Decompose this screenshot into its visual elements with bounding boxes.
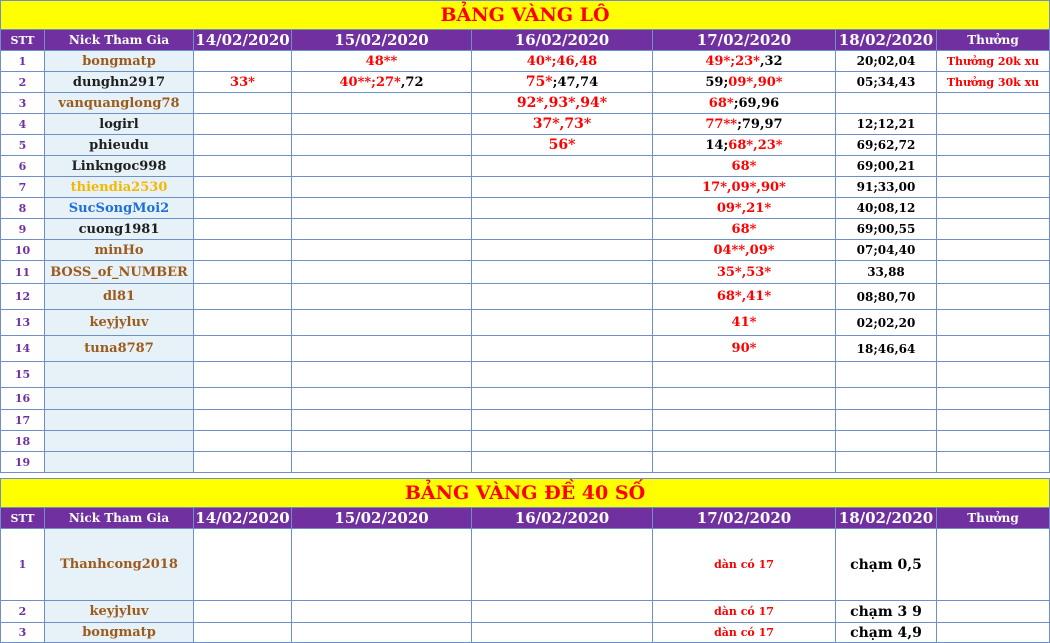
nick-cell: bongmatp [45, 623, 194, 643]
nick-cell: bongmatp [45, 51, 194, 72]
reward-cell [937, 431, 1050, 452]
lo-row [1, 51, 1050, 72]
cell-17 [653, 261, 836, 284]
value-text: 68*,23* [728, 137, 783, 153]
cell-14 [194, 310, 292, 336]
value-text: 68* [731, 158, 757, 174]
header-stt: STT [1, 508, 45, 529]
cell-15 [292, 261, 472, 284]
nick-cell [45, 410, 194, 431]
cell-16 [472, 452, 653, 473]
cell-16 [472, 156, 653, 177]
cell-14 [194, 410, 292, 431]
lo-header-row [1, 30, 1050, 51]
cell-16 [472, 177, 653, 198]
nick-cell: thiendia2530 [45, 177, 194, 198]
cell-18: 69;00,55 [836, 219, 937, 240]
cell-14 [194, 114, 292, 135]
nick-cell: keyjyluv [45, 601, 194, 623]
cell-16 [472, 219, 653, 240]
cell-16 [472, 310, 653, 336]
header-date: 16/02/2020 [472, 30, 653, 51]
cell-17 [653, 362, 836, 388]
cell-15 [292, 72, 472, 93]
cell-17 [653, 431, 836, 452]
cell-17 [653, 72, 836, 93]
value-text: 68*,41* [716, 289, 772, 304]
nick-cell [45, 362, 194, 388]
nick-cell: dl81 [45, 284, 194, 310]
nick-cell [45, 452, 194, 473]
cell-16 [472, 336, 653, 362]
value-text: ;79,97 [737, 116, 783, 132]
cell-15 [292, 114, 472, 135]
cell-14 [194, 156, 292, 177]
row-number: 4 [1, 114, 45, 135]
reward-cell [937, 240, 1050, 261]
value-text: 40**;27* [339, 74, 401, 90]
cell-18: 12;12,21 [836, 114, 937, 135]
header-date: 18/02/2020 [836, 508, 937, 529]
cell-15 [292, 336, 472, 362]
value-text: 68* [731, 221, 757, 237]
cell-14 [194, 198, 292, 219]
lo-row [1, 93, 1050, 114]
cell-16 [472, 362, 653, 388]
cell-17: dàn có 17 [653, 601, 836, 623]
row-number: 2 [1, 72, 45, 93]
cell-14: 33* [194, 72, 292, 93]
value-text: 48** [365, 53, 398, 69]
nick-cell [45, 431, 194, 452]
de-row [1, 529, 1050, 601]
header-date: 15/02/2020 [292, 508, 472, 529]
reward-cell [937, 336, 1050, 362]
row-number: 9 [1, 219, 45, 240]
row-number: 11 [1, 261, 45, 284]
cell-15 [292, 623, 472, 643]
value-text: 92*,93*,94* [516, 95, 608, 111]
header-date: 14/02/2020 [195, 509, 290, 527]
cell-18: 69;00,21 [836, 156, 937, 177]
cell-17 [653, 198, 836, 219]
cell-15 [292, 529, 472, 601]
cell-15 [292, 177, 472, 198]
nick-cell: SucSongMoi2 [45, 198, 194, 219]
cell-15 [292, 219, 472, 240]
de-row [1, 601, 1050, 623]
cell-17 [653, 388, 836, 410]
reward-cell [937, 362, 1050, 388]
cell-17 [653, 410, 836, 431]
cell-14 [194, 362, 292, 388]
row-number: 1 [1, 51, 45, 72]
value-text: 75* [525, 74, 553, 90]
de-title: BẢNG VÀNG ĐỀ 40 SỐ [1, 479, 1050, 508]
lo-title: BẢNG VÀNG LÔ [1, 1, 1050, 30]
cell-15 [292, 135, 472, 156]
row-number: 17 [1, 410, 45, 431]
nick-cell: dunghn2917 [45, 72, 194, 93]
cell-15 [292, 51, 472, 72]
header-date: 18/02/2020 [836, 30, 937, 51]
cell-18: 69;62,72 [836, 135, 937, 156]
nick-cell: cuong1981 [45, 219, 194, 240]
cell-18: chạm 4,9 [836, 623, 937, 643]
cell-18: 91;33,00 [836, 177, 937, 198]
nick-cell: vanquanglong78 [45, 93, 194, 114]
cell-14 [194, 51, 292, 72]
cell-18 [836, 410, 937, 431]
cell-14 [194, 452, 292, 473]
cell-18: 08;80,70 [836, 284, 937, 310]
reward-cell [937, 114, 1050, 135]
cell-18: chạm 3 9 [836, 601, 937, 623]
value-text: ;69,96 [733, 95, 780, 111]
row-number: 3 [1, 623, 45, 643]
cell-15 [292, 156, 472, 177]
cell-18: 33,88 [836, 261, 937, 284]
lo-row [1, 156, 1050, 177]
nick-cell: BOSS_of_NUMBER [45, 261, 194, 284]
cell-17: dàn có 17 [653, 623, 836, 643]
cell-16 [472, 284, 653, 310]
lo-row [1, 336, 1050, 362]
nick-cell: logirl [45, 114, 194, 135]
value-text: ,32 [759, 53, 783, 69]
value-text: 77** [705, 116, 738, 132]
value-text: 04**,09* [713, 242, 775, 258]
cell-18: 07;04,40 [836, 240, 937, 261]
cell-17 [653, 284, 836, 310]
cell-16 [472, 410, 653, 431]
reward-cell [937, 388, 1050, 410]
cell-16 [472, 388, 653, 410]
value-text: 49*;23* [705, 53, 760, 69]
row-number: 13 [1, 310, 45, 336]
cell-14 [194, 219, 292, 240]
lo-row [1, 261, 1050, 284]
cell-14 [194, 93, 292, 114]
value-text: 68* [708, 95, 734, 111]
lo-row [1, 410, 1050, 431]
header-date: 17/02/2020 [653, 30, 836, 51]
header-date: 16/02/2020 [472, 508, 653, 529]
cell-17 [653, 156, 836, 177]
cell-17 [653, 93, 836, 114]
cell-16 [472, 72, 653, 93]
reward-cell: Thưởng 30k xu [937, 72, 1050, 93]
cell-18: 40;08,12 [836, 198, 937, 219]
cell-16 [472, 601, 653, 623]
lo-row [1, 240, 1050, 261]
row-number: 18 [1, 431, 45, 452]
lo-row [1, 310, 1050, 336]
header-nick: Nick Tham Gia [45, 30, 194, 51]
cell-16 [472, 51, 653, 72]
reward-cell [937, 529, 1050, 601]
cell-17 [653, 51, 836, 72]
header-date: 17/02/2020 [653, 508, 836, 529]
lo-row [1, 72, 1050, 93]
cell-18 [836, 452, 937, 473]
value-text: ,72 [400, 74, 424, 90]
lo-row [1, 452, 1050, 473]
value-text: 14; [705, 137, 729, 153]
lo-row [1, 431, 1050, 452]
reward-cell [937, 601, 1050, 623]
cell-16 [472, 261, 653, 284]
value-text: 09*,90* [728, 74, 783, 90]
lo-row [1, 135, 1050, 156]
row-number: 2 [1, 601, 45, 623]
cell-17 [653, 452, 836, 473]
cell-17 [653, 135, 836, 156]
header-reward: Thưởng [937, 30, 1050, 51]
cell-17 [653, 240, 836, 261]
header-nick: Nick Tham Gia [45, 508, 194, 529]
row-number: 7 [1, 177, 45, 198]
row-number: 16 [1, 388, 45, 410]
cell-15 [292, 431, 472, 452]
cell-17 [653, 219, 836, 240]
header-reward: Thưởng [937, 508, 1050, 529]
reward-cell [937, 261, 1050, 284]
nick-cell: Linkngoc998 [45, 156, 194, 177]
row-number: 10 [1, 240, 45, 261]
row-number: 12 [1, 284, 45, 310]
row-number: 15 [1, 362, 45, 388]
cell-14 [194, 388, 292, 410]
cell-15 [292, 93, 472, 114]
cell-15 [292, 198, 472, 219]
cell-16 [472, 240, 653, 261]
reward-cell [937, 177, 1050, 198]
de-row [1, 623, 1050, 643]
cell-14 [194, 135, 292, 156]
header-stt: STT [1, 30, 45, 51]
value-text: ;47,74 [552, 75, 599, 90]
cell-18 [836, 388, 937, 410]
value-text: 09*,21* [716, 200, 772, 216]
header-date: 15/02/2020 [292, 30, 472, 51]
cell-15 [292, 310, 472, 336]
cell-14 [194, 284, 292, 310]
cell-14 [194, 623, 292, 643]
nick-cell: phieudu [45, 135, 194, 156]
cell-18: 02;02,20 [836, 310, 937, 336]
cell-18: 05;34,43 [836, 72, 937, 93]
cell-14 [194, 431, 292, 452]
reward-cell [937, 219, 1050, 240]
value-text: 41* [731, 315, 757, 330]
value-text: 35*,53* [716, 264, 772, 280]
cell-15 [292, 410, 472, 431]
row-number: 14 [1, 336, 45, 362]
cell-14 [194, 601, 292, 623]
reward-cell [937, 284, 1050, 310]
de-table [0, 478, 1050, 643]
value-text: 56* [548, 137, 576, 153]
value-text: 40*;46,48 [526, 53, 598, 69]
lo-row [1, 219, 1050, 240]
cell-18 [836, 431, 937, 452]
lo-row [1, 284, 1050, 310]
cell-14 [194, 177, 292, 198]
cell-17 [653, 310, 836, 336]
reward-cell [937, 310, 1050, 336]
cell-16 [472, 431, 653, 452]
row-number: 5 [1, 135, 45, 156]
cell-18 [836, 362, 937, 388]
cell-14 [194, 261, 292, 284]
header-date: 14/02/2020 [195, 31, 290, 49]
cell-15 [292, 240, 472, 261]
cell-15 [292, 388, 472, 410]
de-body [1, 529, 1050, 643]
reward-cell: Thưởng 20k xu [937, 51, 1050, 72]
cell-17 [653, 177, 836, 198]
reward-cell [937, 198, 1050, 219]
cell-16 [472, 623, 653, 643]
row-number: 8 [1, 198, 45, 219]
cell-16 [472, 135, 653, 156]
cell-15 [292, 284, 472, 310]
lo-row [1, 198, 1050, 219]
lo-body [1, 51, 1050, 473]
reward-cell [937, 135, 1050, 156]
row-number: 1 [1, 529, 45, 601]
cell-18: chạm 0,5 [836, 529, 937, 601]
reward-cell [937, 410, 1050, 431]
lo-row [1, 114, 1050, 135]
nick-cell: tuna8787 [45, 336, 194, 362]
value-text: 59; [705, 74, 729, 90]
de-header-row [1, 508, 1050, 529]
cell-17: dàn có 17 [653, 529, 836, 601]
cell-18: 18;46,64 [836, 336, 937, 362]
cell-15 [292, 601, 472, 623]
row-number: 6 [1, 156, 45, 177]
cell-16 [472, 198, 653, 219]
nick-cell: minHo [45, 240, 194, 261]
lo-row [1, 362, 1050, 388]
value-text: 17*,09*,90* [702, 179, 786, 195]
value-text: 90* [731, 341, 757, 356]
lo-row [1, 388, 1050, 410]
nick-cell: Thanhcong2018 [45, 529, 194, 601]
row-number: 19 [1, 452, 45, 473]
reward-cell [937, 93, 1050, 114]
row-number: 3 [1, 93, 45, 114]
cell-15 [292, 362, 472, 388]
cell-17 [653, 336, 836, 362]
value-text: 37*,73* [532, 116, 592, 132]
cell-18 [836, 93, 937, 114]
cell-14 [194, 240, 292, 261]
cell-14 [194, 336, 292, 362]
cell-18: 20;02,04 [836, 51, 937, 72]
cell-14 [194, 529, 292, 601]
reward-cell [937, 156, 1050, 177]
lo-row [1, 177, 1050, 198]
reward-cell [937, 452, 1050, 473]
reward-cell [937, 623, 1050, 643]
cell-16 [472, 114, 653, 135]
nick-cell [45, 388, 194, 410]
cell-16 [472, 93, 653, 114]
cell-16 [472, 529, 653, 601]
nick-cell: keyjyluv [45, 310, 194, 336]
cell-17 [653, 114, 836, 135]
cell-15 [292, 452, 472, 473]
